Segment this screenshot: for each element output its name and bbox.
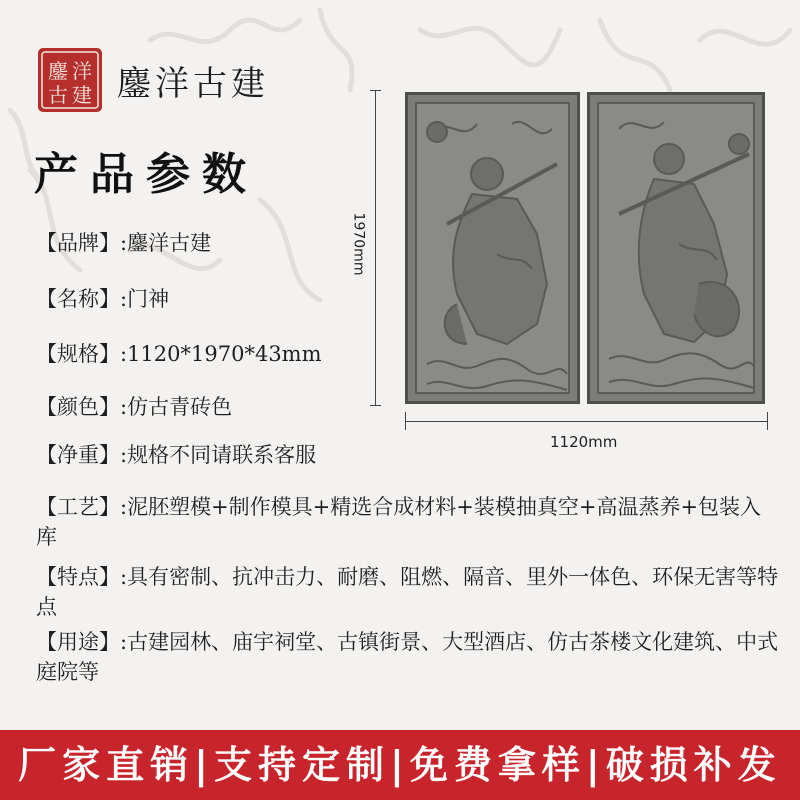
product-image	[405, 92, 765, 404]
param-label: 【特点】	[36, 565, 120, 589]
param-color	[36, 392, 232, 422]
promo-banner	[0, 730, 800, 800]
param-value: :泥胚塑模+制作模具+精选合成材料+装模抽真空+高温蒸养+包装入库	[36, 495, 762, 549]
param-value: :鏖洋古建	[120, 231, 212, 255]
param-features	[36, 562, 781, 622]
relief-figure-right	[599, 104, 759, 398]
svg-text:古: 古	[48, 83, 68, 107]
svg-text:洋: 洋	[72, 59, 92, 83]
param-name	[36, 284, 169, 314]
height-dimension-line	[375, 90, 376, 405]
section-title: 产品参数	[34, 149, 258, 200]
param-craft	[36, 492, 781, 552]
brand-seal	[38, 48, 102, 112]
promo-banner-text: 厂家直销|支持定制|免费拿样|破损补发	[18, 743, 782, 787]
param-value: :门神	[120, 287, 170, 311]
brand-name: 鏖洋古建	[117, 64, 269, 104]
param-brand	[36, 228, 211, 258]
width-dimension-cap-left	[405, 412, 406, 430]
param-label: 【颜色】	[36, 395, 120, 419]
param-weight	[36, 440, 316, 470]
relief-figure-left	[417, 104, 574, 398]
param-usage	[36, 627, 781, 687]
param-value: :古建园林、庙宇祠堂、古镇街景、大型酒店、仿古茶楼文化建筑、中式庭院等	[36, 630, 779, 684]
door-god-panel-left	[405, 92, 580, 404]
param-value: :规格不同请联系客服	[120, 443, 317, 467]
param-value: :仿古青砖色	[120, 395, 233, 419]
height-dimension-label: 1970mm	[350, 212, 367, 276]
width-dimension-cap-right	[767, 412, 768, 430]
param-label: 【品牌】	[36, 231, 120, 255]
param-label: 【净重】	[36, 443, 120, 467]
svg-text:建: 建	[72, 83, 92, 107]
param-label: 【规格】	[36, 342, 120, 366]
svg-text:鏖: 鏖	[48, 59, 68, 83]
door-god-panel-right	[587, 92, 765, 404]
param-label: 【用途】	[36, 630, 120, 654]
param-label: 【名称】	[36, 287, 120, 311]
height-dimension-cap-top	[370, 90, 381, 91]
param-value: :1120*1970*43mm	[120, 342, 322, 366]
width-dimension-label: 1120mm	[550, 433, 618, 451]
height-dimension-cap-bottom	[370, 405, 381, 406]
param-value: :具有密制、抗冲击力、耐磨、阻燃、隔音、里外一体色、环保无害等特点	[36, 565, 779, 619]
param-spec	[36, 339, 322, 369]
param-label: 【工艺】	[36, 495, 120, 519]
width-dimension-line	[405, 421, 767, 422]
seal-logo	[38, 48, 102, 112]
